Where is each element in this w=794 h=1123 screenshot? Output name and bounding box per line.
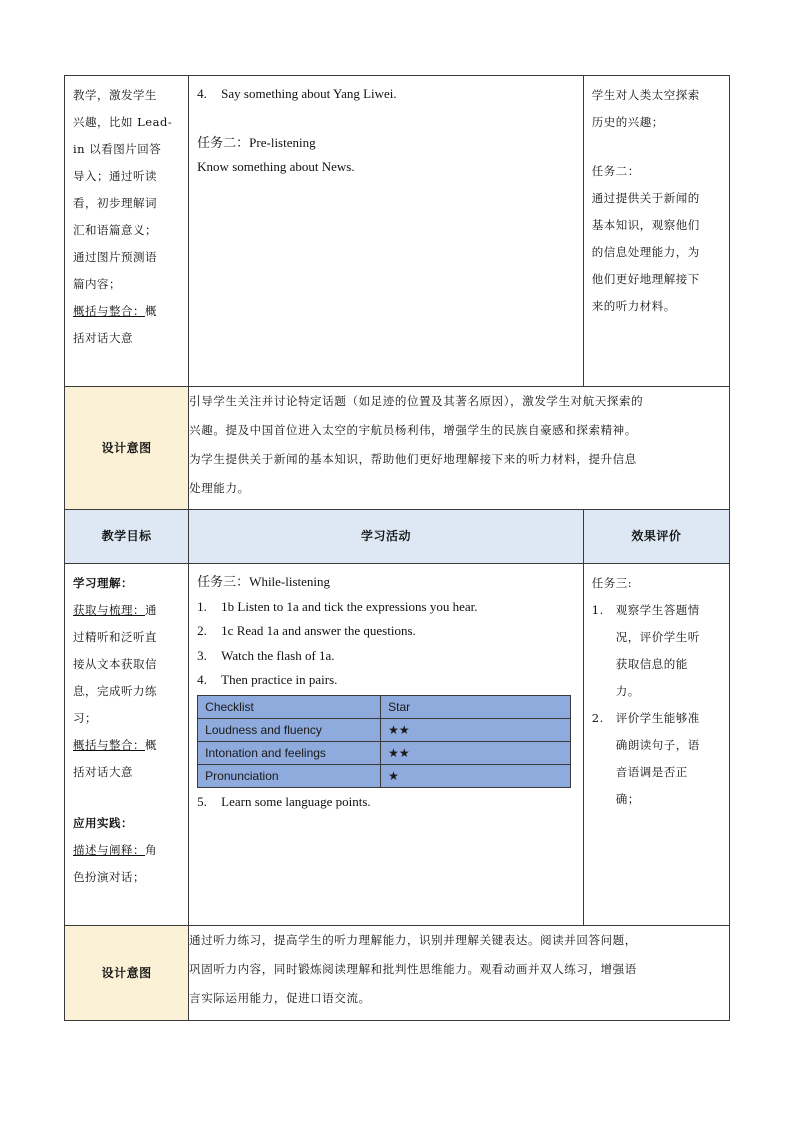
- table-row: [65, 926, 730, 1021]
- table-header-row: [65, 510, 730, 564]
- checklist-row: [198, 764, 571, 787]
- text-line: 通过提供关于新闻的: [591, 191, 700, 205]
- text-line: [73, 837, 180, 864]
- item-number: 4.: [197, 86, 207, 101]
- text-line: 巩固听力内容，同时锻炼阅读理解和批判性思维能力。观看动画并双人练习，增强语: [189, 962, 637, 976]
- item-text: 1b Listen to 1a and tick the expressions you hear.: [221, 598, 478, 614]
- objective-cell: [65, 564, 189, 926]
- item-text: Then practice in pairs.: [221, 672, 338, 687]
- text-line: 来的听力材料。: [591, 299, 676, 313]
- evaluation-cell: [583, 564, 729, 926]
- activity-item: [197, 668, 575, 693]
- activity-item: [197, 790, 575, 815]
- activity-item: [197, 644, 575, 669]
- activity-item: [197, 619, 575, 644]
- text-line: 汇和语篇意义；: [73, 223, 157, 237]
- item-text: 评价学生能够准: [615, 711, 700, 725]
- text-line: 兴趣。提及中国首位进入太空的宇航员杨利伟，增强学生的民族自豪感和探索精神。: [189, 423, 637, 437]
- checklist-key: Intonation and feelings: [198, 741, 381, 764]
- item-text: Learn some language points.: [221, 793, 371, 809]
- text-line: 色扮演对话；: [73, 870, 145, 884]
- text-line: 确朗读句子，语: [615, 738, 700, 752]
- design-intent-text: [189, 387, 730, 510]
- checklist-value: Star: [381, 695, 571, 718]
- text-line: 为学生提供关于新闻的基本知识，帮助他们更好地理解接下来的听力材料，提升信息: [189, 452, 637, 466]
- skill-label: 获取与梳理：: [73, 603, 145, 617]
- text-line: [73, 732, 180, 759]
- text-line: 括对话大意: [73, 331, 133, 345]
- label-text: 设计意图: [101, 440, 152, 455]
- text-line: 导入；通过听读: [73, 169, 157, 183]
- text-line: 兴趣，比如 Lead-: [73, 115, 173, 129]
- objective-cell: [65, 76, 189, 387]
- text-line: 他们更好地理解接下: [591, 272, 700, 286]
- section-title: 应用实践：: [73, 816, 133, 830]
- checklist-row: [198, 718, 571, 741]
- skill-text: 概: [145, 738, 157, 752]
- item-text: 观察学生答题情: [615, 603, 700, 617]
- spacer: [197, 107, 575, 131]
- item-number: 2.: [197, 623, 207, 638]
- text-line: 的信息处理能力，为: [591, 245, 700, 259]
- text-line: 篇内容；: [73, 277, 121, 291]
- text-line: 况，评价学生听: [615, 630, 700, 644]
- checklist-row: [198, 741, 571, 764]
- text-line: 引导学生关注并讨论特定话题（如足迹的位置及其著名原因），激发学生对航天探索的: [189, 394, 644, 408]
- text-line: 历史的兴趣；: [591, 115, 664, 129]
- text-line: 接从文本获取信: [73, 657, 157, 671]
- item-number: 2.: [591, 711, 604, 725]
- text-line: 学生对人类太空探索: [591, 88, 700, 102]
- item-number: 5.: [197, 793, 207, 809]
- item-number: 3.: [197, 647, 207, 663]
- table-row: [65, 564, 730, 926]
- checklist-value: ★★: [381, 718, 571, 741]
- text-line: 息，完成听力练: [73, 684, 157, 698]
- table-row: [65, 387, 730, 510]
- item-text: Say something about Yang Liwei.: [221, 86, 397, 101]
- checklist-table: [197, 695, 571, 788]
- item-number: 1.: [591, 603, 604, 617]
- task-title: 任务三：While-listening: [197, 574, 331, 589]
- header-text: 效果评价: [631, 529, 682, 543]
- table-row: [65, 76, 730, 387]
- text-line: [73, 597, 180, 624]
- text-line: 通过听力练习，提高学生的听力理解能力，识别并理解关键表达。阅读并回答问题，: [189, 933, 637, 947]
- design-intent-text: [189, 926, 730, 1021]
- text-line: [592, 705, 721, 732]
- text-line: 力。: [615, 684, 640, 698]
- text-line: 获取信息的能: [615, 657, 688, 671]
- text-line: [592, 597, 721, 624]
- section-title: 学习理解：: [73, 576, 133, 590]
- item-text: Watch the flash of 1a.: [221, 647, 335, 663]
- item-number: 4.: [197, 672, 207, 687]
- text-line: 教学，激发学生: [73, 88, 157, 102]
- header-text: 学习活动: [360, 529, 411, 543]
- checklist-key: Checklist: [198, 695, 381, 718]
- text-line: 过精听和泛听直: [73, 630, 157, 644]
- header-evaluation: [583, 510, 729, 564]
- checklist-key: Pronunciation: [198, 764, 381, 787]
- spacer: [592, 136, 721, 158]
- text-line: [73, 298, 180, 325]
- checklist-value: ★★: [381, 741, 571, 764]
- text-line: 言实际运用能力，促进口语交流。: [189, 991, 371, 1005]
- text-line: 基本知识，观察他们: [591, 218, 700, 232]
- checklist-value: ★: [381, 764, 571, 787]
- activity-item: [197, 82, 575, 107]
- skill-text: 角: [145, 843, 157, 857]
- task-title: 任务二：Pre-listening: [197, 134, 316, 150]
- spacer: [73, 786, 180, 810]
- text-line: in 以看图片回答: [73, 142, 162, 156]
- task-text: Know something about News.: [197, 159, 355, 174]
- text-line: 括对话大意: [73, 765, 133, 779]
- lesson-plan-table: [64, 75, 730, 1021]
- task-title: 任务二：: [591, 164, 640, 178]
- text-line: 看，初步理解词: [73, 196, 157, 210]
- checklist-row: [198, 695, 571, 718]
- skill-label: 描述与阐释：: [73, 843, 145, 857]
- item-number: 1.: [197, 598, 207, 614]
- header-text: 教学目标: [101, 529, 152, 543]
- design-intent-label: [65, 926, 189, 1021]
- design-intent-label: [65, 387, 189, 510]
- text-line: 音语调是否正: [615, 765, 688, 779]
- task-title: 任务三:: [591, 576, 633, 590]
- skill-label: 概括与整合：: [73, 738, 145, 752]
- text-line: 处理能力。: [189, 481, 250, 495]
- text-line: 确；: [615, 792, 640, 806]
- checklist-key: Loudness and fluency: [198, 718, 381, 741]
- activity-cell: [189, 564, 584, 926]
- header-activity: [189, 510, 584, 564]
- skill-text: 概: [145, 304, 157, 318]
- activity-item: [197, 595, 575, 620]
- header-objective: [65, 510, 189, 564]
- activity-cell: [189, 76, 584, 387]
- text-line: 通过图片预测语: [73, 250, 157, 264]
- text-line: 习；: [73, 711, 97, 725]
- evaluation-cell: [583, 76, 729, 387]
- skill-text: 通: [145, 603, 157, 617]
- item-text: 1c Read 1a and answer the questions.: [221, 623, 416, 638]
- label-text: 设计意图: [101, 965, 152, 980]
- skill-label: 概括与整合：: [73, 304, 145, 318]
